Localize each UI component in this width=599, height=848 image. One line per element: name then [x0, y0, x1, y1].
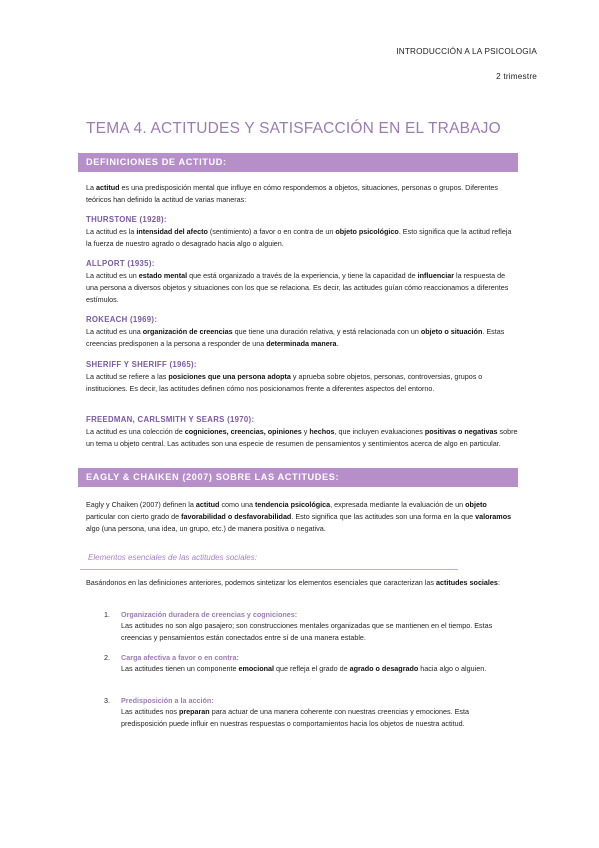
- definition-heading-thurstone: THURSTONE (1928):: [86, 215, 167, 224]
- definition-heading-sheriff: SHERIFF Y SHERIFF (1965):: [86, 360, 197, 369]
- text-run: . Esto significa que la actitud refleja la fuerza de nuestro agrado o desagrado hacia algo o alguien.: [86, 227, 512, 248]
- text-run: la respuesta de una persona a diversos objetos y situaciones con los que se relaciona. Es decir, las actitudes guían cómo reaccionamos a diferentes estímulos.: [86, 271, 509, 304]
- section-band-definitions: DEFINICIONES DE ACTITUD:: [78, 153, 518, 172]
- text-run: La actitud se refiere a las: [86, 372, 169, 381]
- text-run: (sentimiento) a favor o en contra de un: [207, 227, 336, 236]
- text-run: La actitud es la: [86, 227, 137, 236]
- text-run: y: [301, 427, 310, 436]
- list-item-text: [121, 620, 513, 644]
- list-item-title: Predisposición a la acción:: [121, 696, 214, 705]
- definition-text-freedman: [86, 426, 518, 450]
- text-run: algo (una persona, una idea, un grupo, etc.) de manera positiva o negativa.: [86, 524, 326, 533]
- bold-term: influenciar: [417, 271, 455, 280]
- elements-intro: [86, 577, 518, 589]
- text-run: , que incluyen evaluaciones: [334, 427, 425, 436]
- text-run: como una: [219, 500, 256, 509]
- bold-term: emocional: [238, 664, 275, 673]
- text-run: para actuar de una manera coherente con nuestras creencias y emociones. Esta predisposición puede influir en nuestras respuestas o comportamientos hacia los objetos de nuestra actitud.: [121, 707, 470, 728]
- text-run: Eagly y Chaiken (2007) definen la: [86, 500, 196, 509]
- text-run: Las actitudes tienen un componente: [121, 664, 239, 673]
- list-item-text: [121, 663, 513, 675]
- text-run: sobre un tema u objeto central. Las actitudes son una especie de resumen de pensamientos y sentimientos acerca de algo en particular.: [86, 427, 518, 448]
- bold-term: hechos: [309, 427, 335, 436]
- bold-term: intensidad del afecto: [136, 227, 208, 236]
- text-run: . Estas creencias predisponen a la persona a responder de una: [86, 327, 505, 348]
- text-run: particular con cierto grado de: [86, 512, 182, 521]
- list-item-title: Organización duradera de creencias y cogniciones:: [121, 610, 298, 619]
- definition-heading-allport: ALLPORT (1935):: [86, 259, 155, 268]
- bold-term: organización de creencias: [142, 327, 233, 336]
- text-run: La actitud es una colección de: [86, 427, 185, 436]
- text-run: :: [497, 578, 500, 587]
- text-run: Las actitudes no son algo pasajero; son construcciones mentales organizadas que se mantienen en el tiempo. Estas creencias y pensamientos están conectados entre sí de una manera estable.: [121, 621, 493, 642]
- bold-term: agrado o desagrado: [349, 664, 419, 673]
- text-run: La: [86, 183, 96, 192]
- bold-term: valoramos: [475, 512, 512, 521]
- bold-term: posiciones que una persona adopta: [168, 372, 291, 381]
- text-run: es una predisposición mental que influye en cómo respondemos a objetos, situaciones, personas o grupos. Diferentes teóricos han definido la actitud de varias maneras:: [86, 183, 498, 204]
- bold-term: tendencia psicológica: [255, 500, 331, 509]
- bold-term: positivas o negativas: [424, 427, 498, 436]
- list-item-text: [121, 706, 513, 730]
- list-item-title: Carga afectiva a favor o en contra:: [121, 653, 239, 662]
- bold-term: actitudes sociales: [436, 578, 498, 587]
- definition-text-thurstone: [86, 226, 518, 250]
- definition-text-allport: [86, 270, 518, 306]
- course-name: INTRODUCCIÓN A LA PSICOLOGIA: [396, 47, 537, 56]
- text-run: . Esto significa que las actitudes son una forma en la que: [291, 512, 476, 521]
- document-title: TEMA 4. ACTITUDES Y SATISFACCIÓN EN EL TRABAJO: [86, 120, 501, 137]
- subsection-heading-box: [80, 548, 458, 570]
- bold-term: favorabilidad o desfavorabilidad: [181, 512, 292, 521]
- text-run: Las actitudes nos: [121, 707, 179, 716]
- definition-heading-rokeach: ROKEACH (1969):: [86, 315, 158, 324]
- definition-heading-freedman: FREEDMAN, CARLSMITH Y SEARS (1970):: [86, 415, 255, 424]
- bold-term: cogniciones, creencias, opiniones: [184, 427, 302, 436]
- list-number: 1.: [104, 610, 110, 619]
- list-number: 3.: [104, 696, 110, 705]
- text-run: , expresada mediante la evaluación de un: [330, 500, 466, 509]
- text-run: .: [336, 339, 339, 348]
- definition-text-rokeach: [86, 326, 518, 350]
- bold-term: actitud: [96, 183, 120, 192]
- term-label: 2 trimestre: [496, 72, 537, 81]
- definition-text-sheriff: [86, 371, 518, 395]
- bold-term: objeto psicológico: [335, 227, 399, 236]
- text-run: La actitud es un: [86, 271, 139, 280]
- text-run: y aprueba sobre objetos, personas, controversias, grupos o instituciones. Es decir, las actitudes definen cómo nos posicionamos frente a diferentes aspectos del entorno.: [86, 372, 483, 393]
- text-run: que refleja el grado de: [274, 664, 350, 673]
- section-band-eagly-chaiken: EAGLY & CHAIKEN (2007) SOBRE LAS ACTITUDES:: [78, 468, 518, 487]
- definitions-intro: [86, 182, 518, 206]
- bold-term: actitud: [195, 500, 220, 509]
- bold-term: determinada manera: [266, 339, 337, 348]
- list-number: 2.: [104, 653, 110, 662]
- text-run: que está organizado a través de la experiencia, y tiene la capacidad de: [187, 271, 418, 280]
- bold-term: preparan: [178, 707, 210, 716]
- text-run: que tiene una duración relativa, y está relacionada con un: [232, 327, 421, 336]
- subsection-heading: Elementos esenciales de las actitudes sociales:: [88, 553, 257, 562]
- bold-term: estado mental: [138, 271, 188, 280]
- eagly-chaiken-text: [86, 499, 518, 535]
- text-run: La actitud es una: [86, 327, 143, 336]
- bold-term: objeto o situación: [420, 327, 483, 336]
- bold-term: objeto: [465, 500, 487, 509]
- text-run: Basándonos en las definiciones anteriores, podemos sintetizar los elementos esenciales que caracterizan las: [86, 578, 436, 587]
- text-run: hacia algo o alguien.: [418, 664, 487, 673]
